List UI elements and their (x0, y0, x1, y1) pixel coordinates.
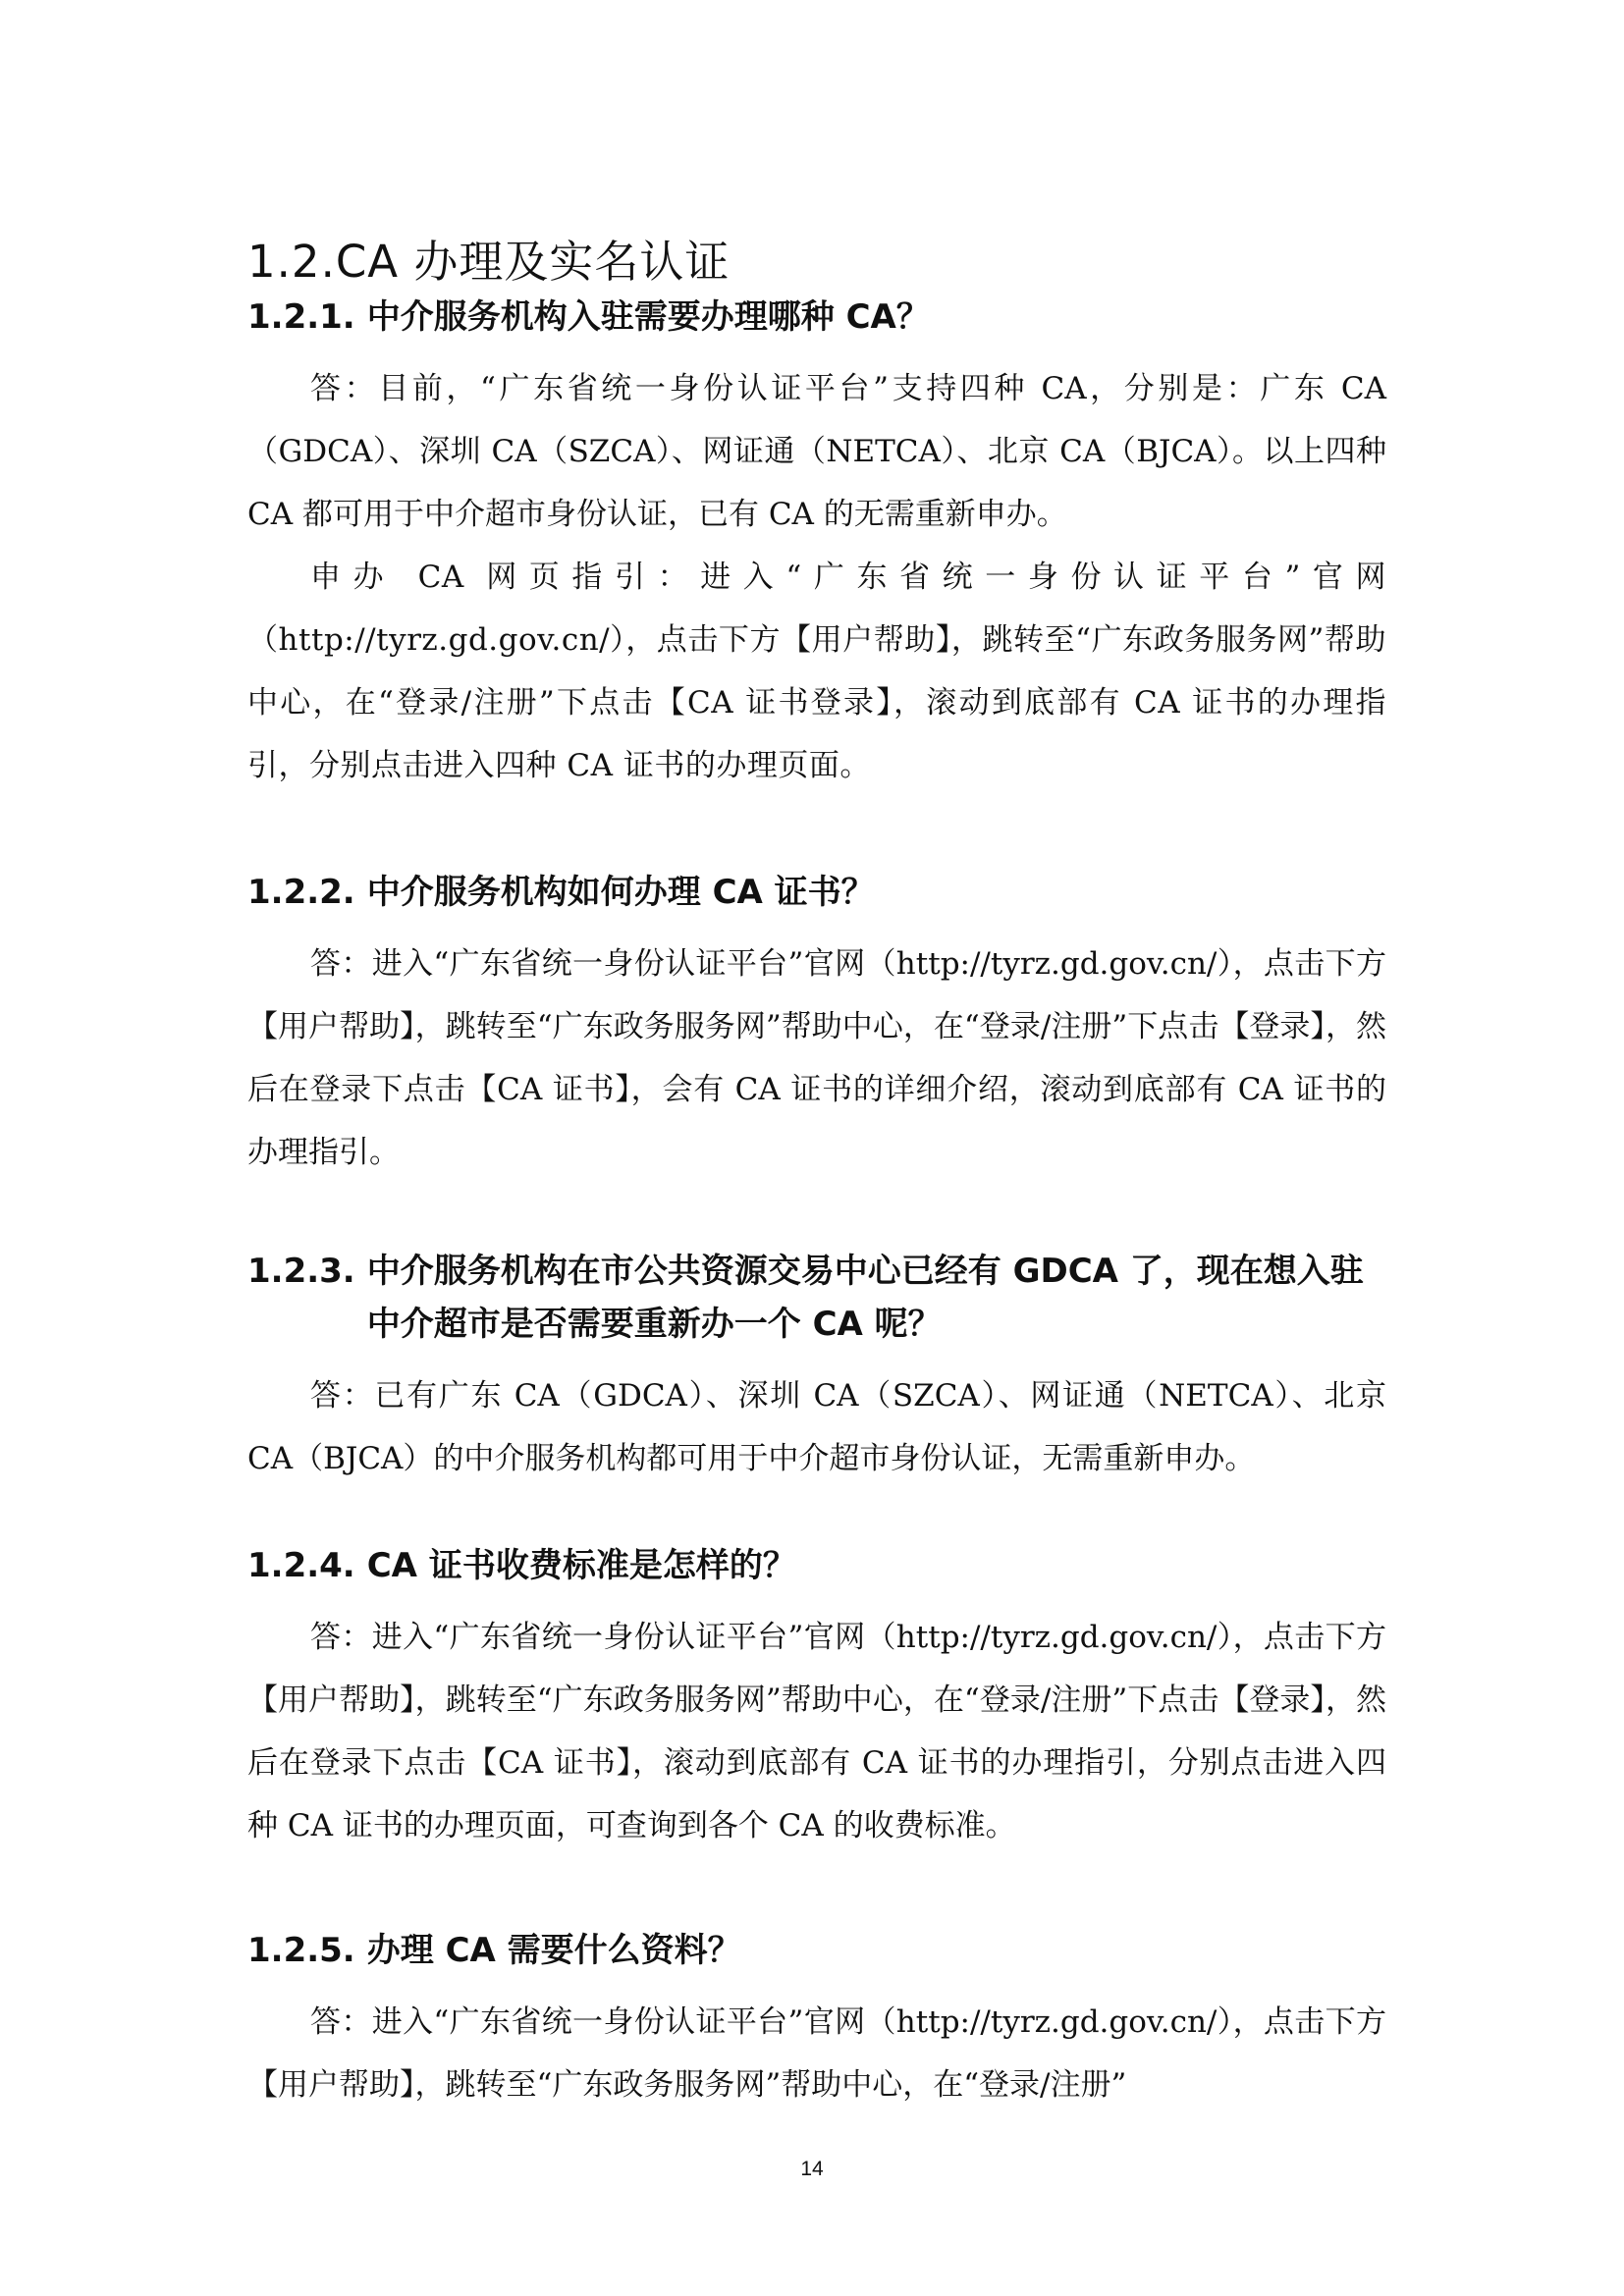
question-1-2-3 (247, 1245, 1386, 1490)
answer-paragraph: 答：进入“广东省统一身份认证平台”官网（http://tyrz.gd.gov.cn/），点击下方【用户帮助】，跳转至“广东政务服务网”帮助中心，在“登录/注册”下点击【登录】，然后在登录下点击【CA 证书】，会有 CA 证书的详细介绍，滚动到底部有 CA 证书的办理指引。 (247, 946, 1386, 1170)
question-number: 1.2.5. (247, 1931, 355, 1970)
question-number: 1.2.2. (247, 873, 355, 912)
question-1-2-2 (247, 866, 1386, 1184)
question-number: 1.2.3. (247, 1252, 355, 1291)
section-title: 1.2.CA 办理及实名认证 (247, 236, 731, 289)
question-heading (247, 866, 1386, 919)
question-title: 中介服务机构入驻需要办理哪种 CA？ (366, 297, 930, 337)
page-number: 14 (800, 2158, 824, 2180)
question-heading (247, 1924, 1386, 1977)
question-title: 中介服务机构在市公共资源交易中心已经有 GDCA 了，现在想入驻中介超市是否需要重新办一个 CA 呢？ (366, 1252, 1364, 1344)
answer-paragraph: 答：进入“广东省统一身份认证平台”官网（http://tyrz.gd.gov.cn/），点击下方【用户帮助】，跳转至“广东政务服务网”帮助中心，在“登录/注册” (247, 2004, 1386, 2103)
answer-paragraph: 答：进入“广东省统一身份认证平台”官网（http://tyrz.gd.gov.cn/），点击下方【用户帮助】，跳转至“广东政务服务网”帮助中心，在“登录/注册”下点击【登录】，然后在登录下点击【CA 证书】，滚动到底部有 CA 证书的办理指引，分别点击进入四种 CA 证书的办理页面，可查询到各个 CA 的收费标准。 (247, 1620, 1386, 1843)
question-heading (247, 1539, 1386, 1592)
question-number: 1.2.4. (247, 1546, 355, 1585)
answer-paragraph: 申办 CA 网页指引：进入“广东省统一身份认证平台”官网（http://tyrz.gd.gov.cn/），点击下方【用户帮助】，跳转至“广东政务服务网”帮助中心，在“登录/注册”下点击【CA 证书登录】，滚动到底部有 CA 证书的办理指引，分别点击进入四种 CA 证书的办理页面。 (247, 560, 1386, 783)
question-1-2-4 (247, 1539, 1386, 1857)
question-title: 办理 CA 需要什么资料？ (366, 1931, 741, 1970)
question-heading (247, 1245, 1386, 1351)
answer-paragraph: 答：已有广东 CA（GDCA）、深圳 CA（SZCA）、网证通（NETCA）、北京 CA（BJCA）的中介服务机构都可用于中介超市身份认证，无需重新申办。 (247, 1378, 1386, 1476)
question-1-2-5 (247, 1924, 1386, 2116)
document-page (247, 0, 1386, 2296)
question-title: CA 证书收费标准是怎样的？ (366, 1546, 796, 1585)
question-1-2-1 (247, 291, 1386, 797)
answer-paragraph: 答：目前，“广东省统一身份认证平台”支持四种 CA，分别是：广东 CA（GDCA）、深圳 CA（SZCA）、网证通（NETCA）、北京 CA（BJCA）。以上四种 CA 都可用于中介超市身份认证，已有 CA 的无需重新申办。 (247, 371, 1386, 532)
question-title: 中介服务机构如何办理 CA 证书？ (366, 873, 875, 912)
question-number: 1.2.1. (247, 297, 355, 337)
question-heading (247, 291, 1386, 344)
